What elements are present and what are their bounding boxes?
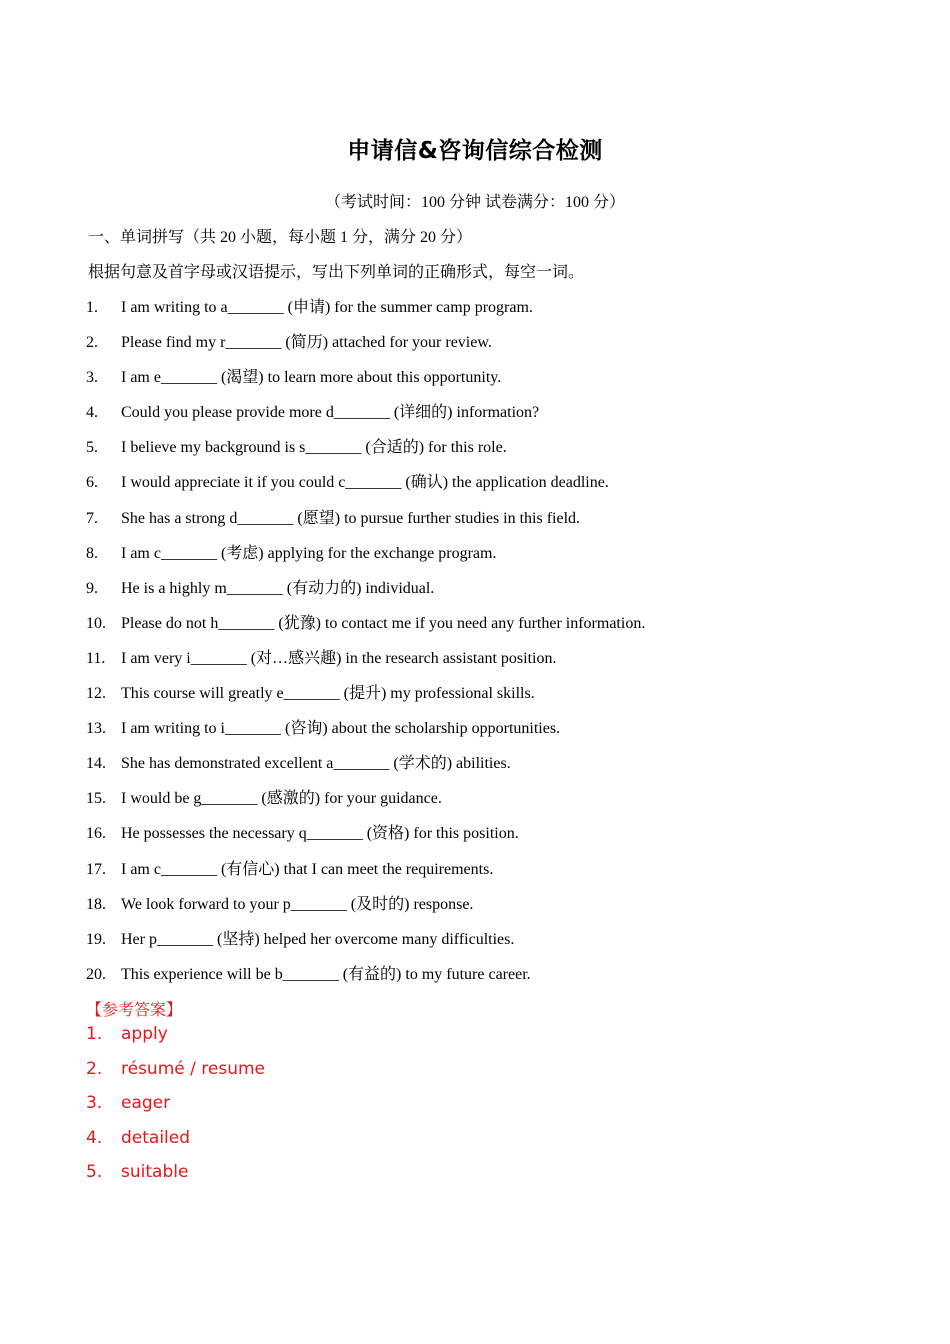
- question-text: We look forward to your p_______ (及时的) response.: [121, 895, 474, 913]
- question-number: 12.: [86, 685, 106, 703]
- answer-number: 2.: [86, 1058, 103, 1079]
- question-number: 19.: [86, 930, 106, 948]
- answer-text: apply: [121, 1024, 168, 1044]
- answer-text: detailed: [121, 1127, 191, 1148]
- question-text: I am e_______ (渴望) to learn more about this opportunity.: [121, 369, 502, 387]
- question-text: This experience will be b_______ (有益的) to my future career.: [121, 965, 531, 983]
- question-text: Could you please provide more d_______ (详细的) information?: [121, 404, 540, 422]
- question-text: Please do not h_______ (犹豫) to contact me if you need any further information.: [121, 614, 646, 632]
- question-text: I am c_______ (考虑) applying for the exchange program.: [121, 544, 497, 562]
- section-instruction: 根据句意及首字母或汉语提示，写出下列单词的正确形式，每空一词。: [88, 264, 585, 281]
- question-text: He possesses the necessary q_______ (资格) for this position.: [121, 825, 519, 843]
- question-number: 14.: [86, 755, 106, 773]
- question-number: 18.: [86, 895, 106, 913]
- question-number: 9.: [86, 579, 98, 597]
- answer-number: 4.: [86, 1127, 103, 1148]
- document-title: 申请信&咨询信综合检测: [347, 138, 603, 164]
- question-number: 11.: [86, 649, 106, 667]
- answer-number: 1.: [86, 1024, 103, 1044]
- answer-text: eager: [121, 1093, 171, 1114]
- question-number: 8.: [86, 544, 98, 562]
- question-text: Her p_______ (坚持) helped her overcome many difficulties.: [121, 930, 515, 948]
- question-number: 4.: [86, 404, 98, 422]
- answer-text: suitable: [121, 1162, 189, 1183]
- question-text: Please find my r_______ (简历) attached for your review.: [121, 334, 492, 352]
- section-heading: 一、单词拼写（共 20 小题，每小题 1 分，满分 20 分）: [88, 229, 473, 246]
- question-text: I am c_______ (有信心) that I can meet the requirements.: [121, 860, 494, 878]
- question-number: 5.: [86, 439, 98, 457]
- question-text: She has demonstrated excellent a_______ (学术的) abilities.: [121, 755, 511, 773]
- question-text: I believe my background is s_______ (合适的) for this role.: [121, 439, 507, 457]
- answer-number: 5.: [86, 1162, 103, 1183]
- answer-key-heading: 【参考答案】: [86, 1002, 183, 1019]
- question-text: This course will greatly e_______ (提升) my professional skills.: [121, 685, 535, 703]
- question-number: 2.: [86, 334, 98, 352]
- exam-info: （考试时间：100 分钟 试卷满分：100 分）: [324, 194, 625, 211]
- question-text: I would appreciate it if you could c_______ (确认) the application deadline.: [121, 474, 609, 492]
- question-text: She has a strong d_______ (愿望) to pursue further studies in this field.: [121, 509, 581, 527]
- question-number: 16.: [86, 825, 106, 843]
- question-number: 20.: [86, 965, 106, 983]
- question-text: He is a highly m_______ (有动力的) individual.: [121, 579, 435, 597]
- question-text: I am writing to a_______ (申请) for the summer camp program.: [121, 299, 533, 316]
- question-text: I am very i_______ (对…感兴趣) in the research assistant position.: [121, 649, 557, 667]
- question-number: 13.: [86, 720, 106, 738]
- answer-text: résumé / resume: [121, 1058, 265, 1079]
- question-number: 10.: [86, 614, 106, 632]
- question-number: 3.: [86, 369, 98, 387]
- question-text: I would be g_______ (感激的) for your guidance.: [121, 790, 442, 808]
- question-number: 6.: [86, 474, 98, 492]
- question-number: 17.: [86, 860, 106, 878]
- question-number: 1.: [86, 299, 98, 316]
- answer-number: 3.: [86, 1093, 103, 1114]
- question-number: 7.: [86, 509, 98, 527]
- question-number: 15.: [86, 790, 106, 808]
- question-text: I am writing to i_______ (咨询) about the scholarship opportunities.: [121, 720, 561, 738]
